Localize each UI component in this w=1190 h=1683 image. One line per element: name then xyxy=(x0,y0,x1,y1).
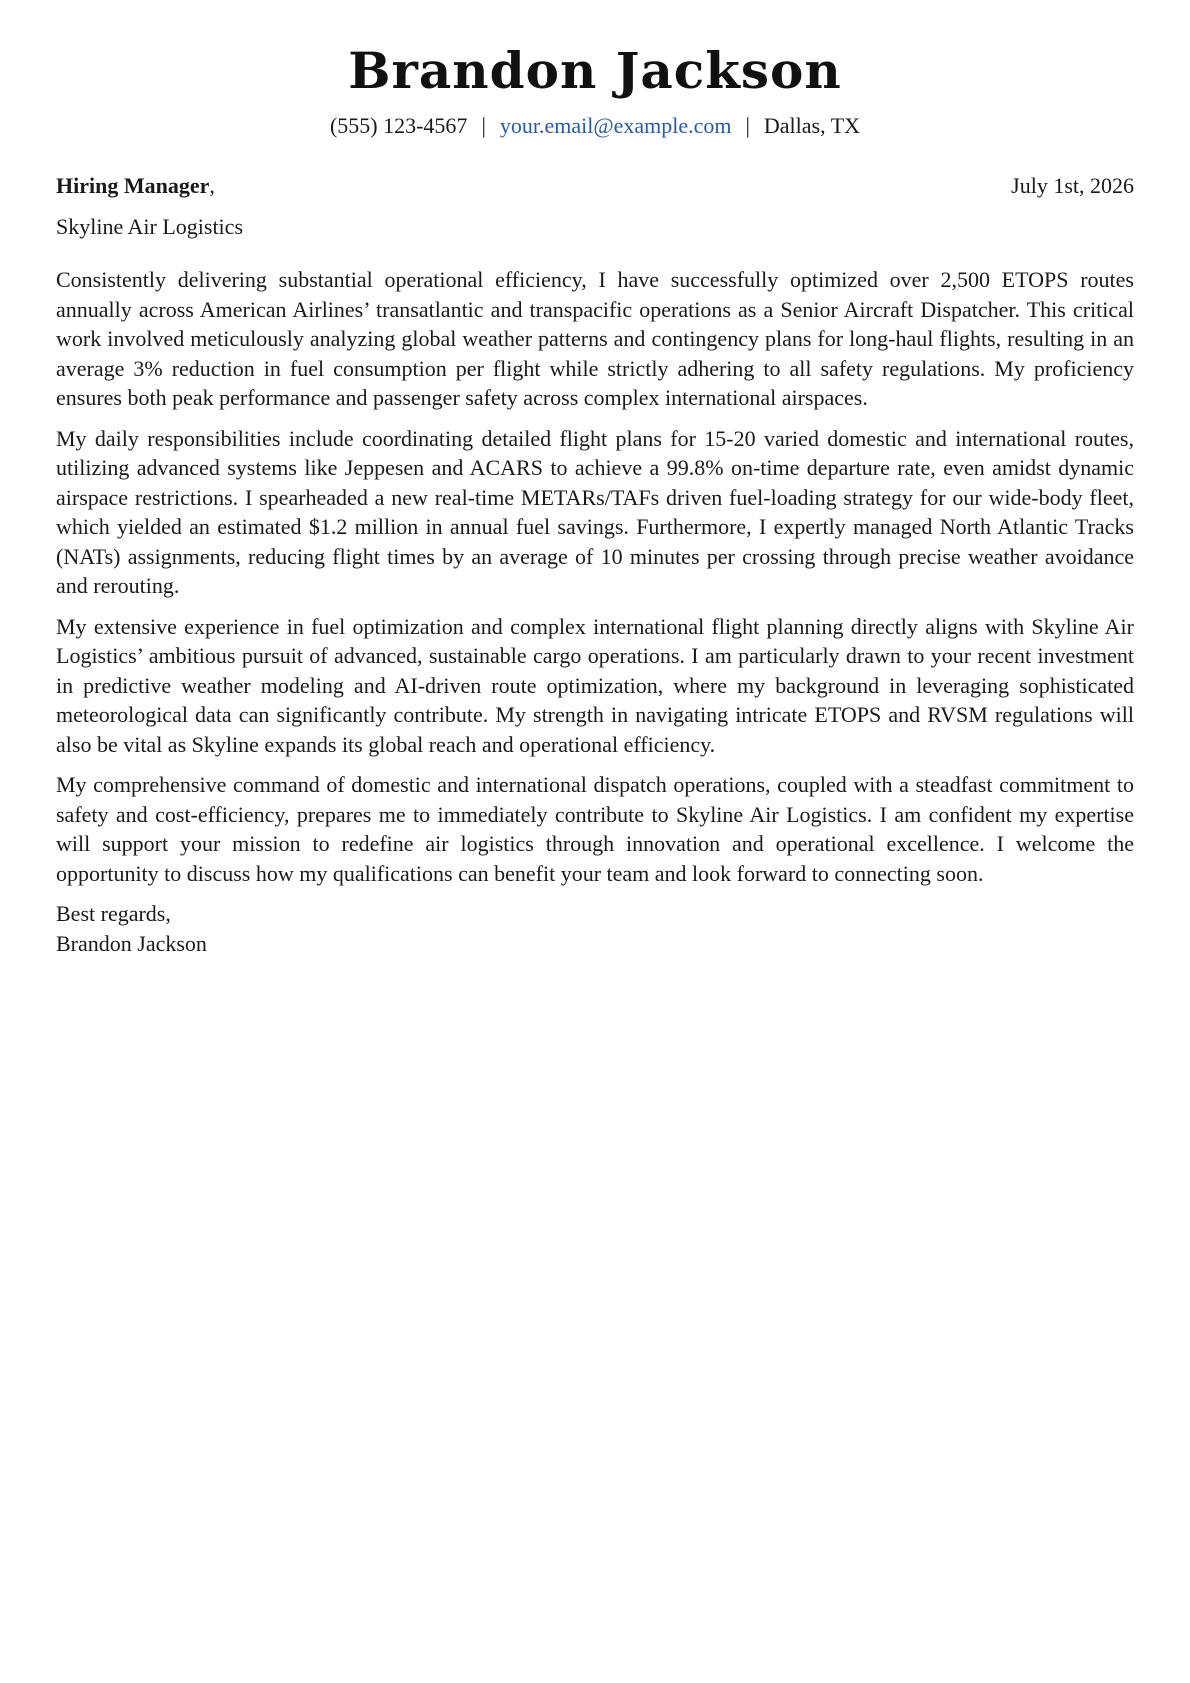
closing-signature: Brandon Jackson xyxy=(56,930,207,956)
contact-separator: | xyxy=(745,113,750,138)
letter-header xyxy=(56,0,1134,140)
location: Dallas, TX xyxy=(763,113,861,138)
email-link[interactable]: your.email@example.com xyxy=(499,113,732,138)
recipient-title: Hiring Manager xyxy=(56,173,210,198)
letter-date: July 1st, 2026 xyxy=(1011,173,1134,198)
body-paragraph: Consistently delivering substantial operational efficiency, I have successfully optimized over 2,500 ETOPS routes annually across American Airlines’ transatlantic and transpacific operations as a Senior Aircraft Dispatcher. This critical work involved meticulously analyzing global weather patterns and contingency plans for long-haul flights, resulting in an average 3% reduction in fuel consumption per flight while strictly adhering to all safety regulations. My proficiency ensures both peak performance and passenger safety across complex international airspaces. xyxy=(56,267,1134,410)
body-paragraph: My daily responsibilities include coordinating detailed flight plans for 15-20 varied domestic and international routes, utilizing advanced systems like Jeppesen and ACARS to achieve a 99.8% on-time departure rate, even amidst dynamic airspace restrictions. I spearheaded a new real-time METARs/TAFs driven fuel-loading strategy for our wide-body fleet, which yielded an estimated $1.2 million in annual fuel savings. Furthermore, I expertly managed North Atlantic Tracks (NATs) assignments, reducing flight times by an average of 10 minutes per crossing through precise weather avoidance and rerouting. xyxy=(56,425,1134,598)
closing-salutation: Best regards, xyxy=(56,901,171,926)
applicant-name: Brandon Jackson xyxy=(348,41,842,100)
body-paragraph: My extensive experience in fuel optimization and complex international flight planning directly aligns with Skyline Air Logistics’ ambitious pursuit of advanced, sustainable cargo operations. I am particularly drawn to your recent investment in predictive weather modeling and AI-driven route optimization, where my background in leveraging sophisticated meteorological data can significantly contribute. My strength in navigating intricate ETOPS and RVSM regulations will also be vital as Skyline expands its global reach and operational efficiency. xyxy=(56,613,1134,757)
phone-number: (555) 123-4567 xyxy=(329,113,468,138)
recipient-title-suffix: , xyxy=(209,173,215,198)
body-paragraph: My comprehensive command of domestic and international dispatch operations, coupled with a steadfast commitment to safety and cost-efficiency, prepares me to immediately contribute to Skyline Air Logistics. I am confident my expertise will support your mission to redefine air logistics through innovation and operational excellence. I welcome the opportunity to discuss how my qualifications can benefit your team and look forward to connecting soon. xyxy=(56,772,1134,886)
letter-closing xyxy=(56,899,1134,958)
letter-body xyxy=(56,265,1134,888)
contact-separator: | xyxy=(481,113,486,138)
recipient-company: Skyline Air Logistics xyxy=(56,214,243,239)
recipient-line xyxy=(56,172,215,200)
contact-line xyxy=(56,112,1134,140)
recipient-date-row xyxy=(56,172,1134,200)
